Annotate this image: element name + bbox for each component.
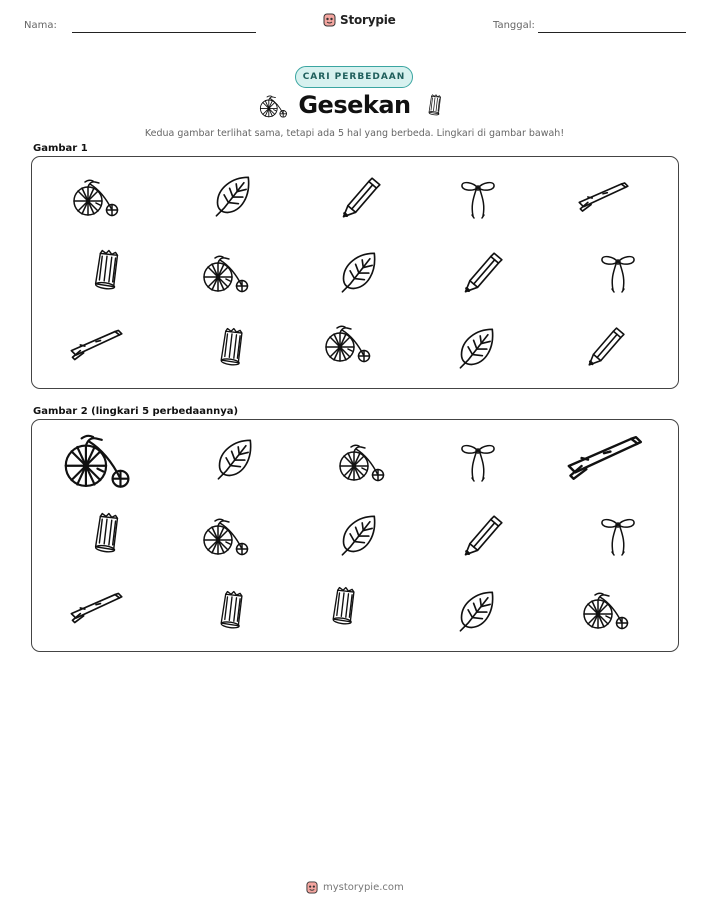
log-icon[interactable]: [214, 588, 250, 632]
bow-icon[interactable]: [458, 440, 498, 484]
leaf-icon: [338, 249, 382, 295]
pencil-icon: [460, 249, 504, 297]
bow-icon[interactable]: [598, 514, 638, 558]
stick-icon: [68, 325, 124, 365]
name-line[interactable]: [72, 32, 256, 33]
bow-icon: [598, 251, 638, 295]
brand-name: Storypie: [340, 13, 396, 27]
leaf-icon[interactable]: [338, 512, 382, 558]
stick-icon[interactable]: [564, 430, 644, 486]
brand-logo: [323, 12, 396, 28]
title-log-icon: [425, 91, 445, 119]
pencil-icon: [584, 323, 626, 371]
leaf-icon[interactable]: [214, 436, 258, 482]
storypie-mascot-icon: [323, 12, 336, 28]
pencil-icon[interactable]: [460, 512, 504, 560]
bicycle-icon[interactable]: [336, 440, 386, 484]
bicycle-icon[interactable]: [580, 588, 630, 632]
footer: [306, 880, 404, 895]
date-label: Tanggal:: [493, 20, 535, 31]
bicycle-icon: [322, 321, 372, 365]
picture2-label: Gambar 2 (lingkari 5 perbedaannya): [33, 406, 239, 417]
log-icon[interactable]: [326, 584, 362, 628]
instructions: Kedua gambar terlihat sama, tetapi ada 5 hal yang berbeda. Lingkari di gambar bawah!: [144, 128, 565, 139]
bicycle-icon[interactable]: [200, 514, 250, 558]
storypie-mascot-icon: [306, 880, 318, 895]
activity-badge: CARI PERBEDAAN: [295, 66, 413, 88]
bicycle-icon: [70, 175, 120, 219]
picture1-panel: [31, 156, 679, 389]
log-icon: [214, 325, 250, 369]
bow-icon: [458, 177, 498, 221]
page-title: Gesekan: [298, 91, 411, 119]
pencil-icon: [338, 175, 382, 221]
leaf-icon: [212, 173, 256, 219]
name-label: Nama:: [24, 20, 57, 31]
bicycle-icon: [200, 253, 250, 293]
leaf-icon[interactable]: [456, 588, 500, 634]
log-icon: [88, 247, 126, 293]
log-icon[interactable]: [88, 510, 126, 556]
picture2-panel[interactable]: [31, 419, 679, 652]
bicycle-icon[interactable]: [60, 428, 132, 492]
stick-icon[interactable]: [68, 588, 124, 628]
leaf-icon: [456, 325, 500, 371]
footer-url: mystorypie.com: [323, 882, 404, 893]
stick-icon: [576, 177, 630, 217]
picture1-label: Gambar 1: [33, 143, 88, 154]
date-line[interactable]: [538, 32, 686, 33]
